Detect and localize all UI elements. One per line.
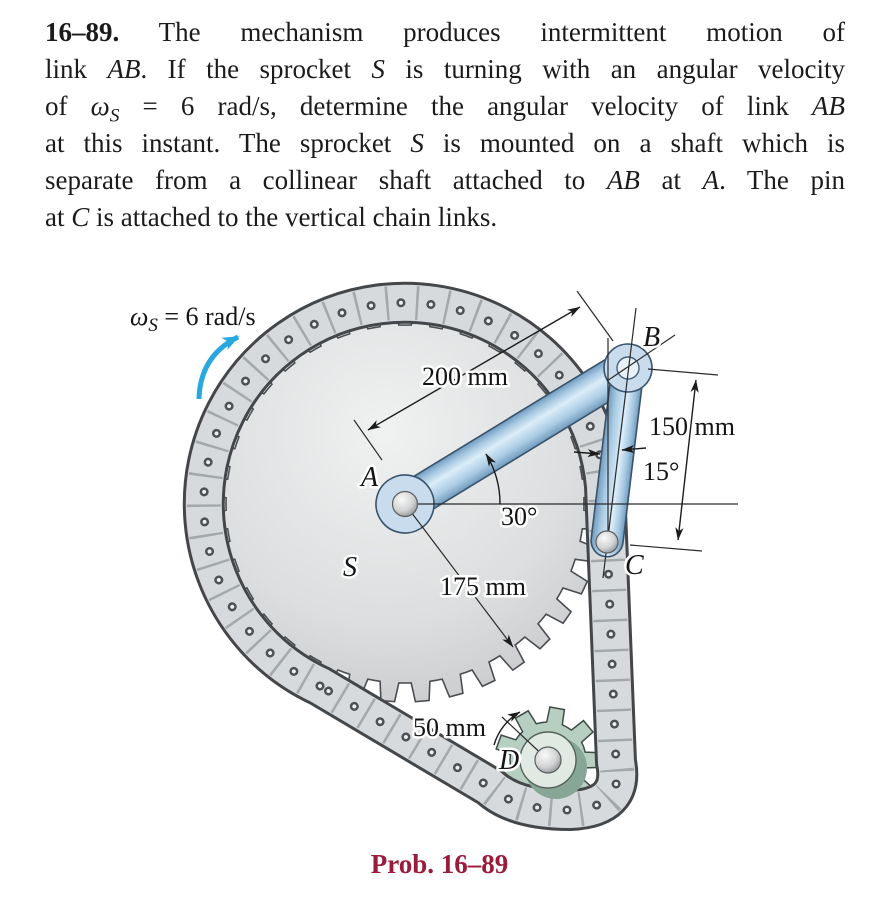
pin-d — [535, 747, 561, 773]
sprocket-label-s: S — [343, 552, 357, 583]
dim-line-150mm — [678, 380, 696, 540]
problem-line: at C is attached to the vertical chain links. — [45, 202, 498, 232]
omega-label: $\omega_S = 6$ rad/s — [130, 302, 256, 336]
extension-tick — [648, 369, 718, 375]
pin-c — [596, 531, 618, 553]
problem-line: at this instant. The sprocket S is mounted on a shaft which is — [45, 128, 845, 158]
point-label-d: D — [499, 745, 520, 776]
problem-line: of $\omega_S = 6$ rad/s, determine the angular velocity of link AB — [45, 91, 845, 127]
figure-caption: Prob. 16–89 — [370, 849, 509, 879]
angle-label-30deg: 30° — [501, 502, 538, 531]
point-label-a: A — [361, 462, 379, 493]
point-label-b: B — [643, 322, 661, 353]
problem-line: link AB. If the sprocket S is turning with an angular velocity — [45, 54, 846, 84]
dim-label-150mm: 150 mm — [649, 412, 735, 441]
problem-line: separate from a collinear shaft attached to AB at A. The pin — [45, 165, 845, 195]
extension-tick — [577, 291, 613, 341]
dim-label-200mm: 200 mm — [422, 362, 508, 391]
problem-line: 16–89. The mechanism produces intermittent motion of — [45, 17, 845, 47]
dim-label-175mm: 175 mm — [440, 572, 526, 601]
point-label-c: C — [625, 550, 644, 581]
pin-a — [393, 492, 418, 517]
angle-label-15deg: 15° — [643, 457, 680, 486]
dim-label-50mm: 50 mm — [413, 713, 486, 742]
